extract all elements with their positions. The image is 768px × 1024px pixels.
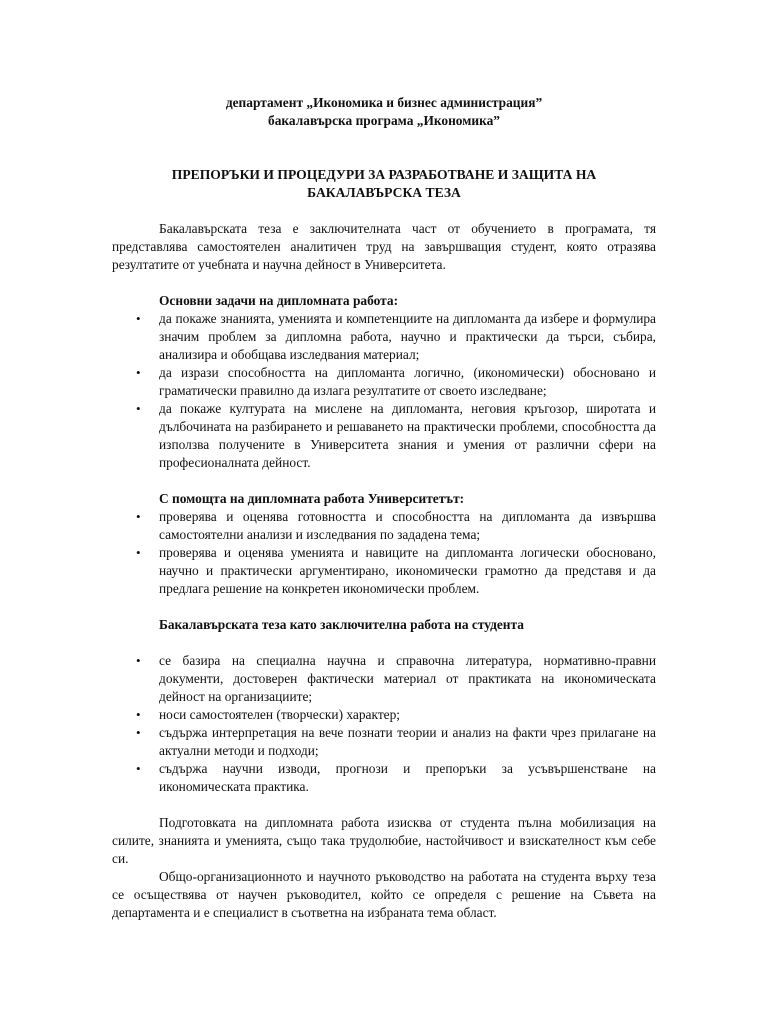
section-heading-tasks: Основни задачи на дипломната работа: — [159, 293, 399, 308]
document-title — [112, 166, 656, 202]
bullet-icon: • — [136, 401, 141, 416]
closing-paragraph-1: Подготовката на дипломната работа изисква от студента пълна мобилизация на силите, знанията и уменията, също така трудолюбие, настойчивост и взискателност към себе си. — [112, 815, 656, 866]
bullet-icon: • — [136, 707, 141, 722]
list-item: • проверява и оценява уменията и навиците на дипломанта логически обосновано, научно и практически аргументирано, икономически грамотно да представя и да предлага решение на конкретен икономически проблем. — [136, 545, 656, 596]
title-line-1: ПРЕПОРЪКИ И ПРОЦЕДУРИ ЗА РАЗРАБОТВАНЕ И ЗАЩИТА НА — [171, 167, 597, 182]
list-item: • се базира на специална научна и справочна литература, нормативно-правни документи, достоверен фактически материал от практиката на икономическата дейност на организациите; — [136, 653, 656, 704]
list-item: • да покаже културата на мислене на дипломанта, неговия кръгозор, широтата и дълбочината на разбирането и решаването на практически проблеми, способността да използва получените в Университета знания и умения от различни сфери на професионалната дейност. — [136, 401, 656, 470]
bullet-icon: • — [136, 509, 141, 524]
list-item: • да покаже знанията, уменията и компетенциите на дипломанта да избере и формулира значим проблем за дипломна работа, научно и практически да търси, събира, анализира и обобщава изследвания материал; — [136, 311, 656, 362]
list-item: • съдържа научни изводи, прогнози и препоръки за усъвършенстване на икономическата практика. — [136, 761, 656, 794]
intro-paragraph: Бакалавърската теза е заключителната част от обучението в програмата, тя представлява самостоятелен аналитичен труд на завършващия студент, която отразява резултатите от учебната и научна дейност в Университета. — [112, 221, 656, 272]
bullet-icon: • — [136, 653, 141, 668]
bullet-icon: • — [136, 545, 141, 560]
tasks-list — [112, 310, 656, 472]
closing-paragraph-2: Общо-организационното и научното ръководство на работата на студента върху теза се осъществява от научен ръководител, който се определя с решение на Съвета на департамента и е специалист в съответна на избраната тема област. — [112, 869, 656, 920]
document-page — [112, 94, 656, 922]
list-item: • носи самостоятелен (творчески) характер; — [136, 707, 401, 722]
department-line: департамент „Икономика и бизнес администрация” — [225, 95, 543, 110]
program-line: бакалавърска програма „Икономика” — [268, 113, 500, 128]
university-list — [112, 508, 656, 598]
thesis-list — [112, 652, 656, 796]
title-line-2: БАКАЛАВЪРСКА ТЕЗА — [307, 185, 461, 200]
bullet-icon: • — [136, 761, 141, 776]
bullet-icon: • — [136, 365, 141, 380]
section-heading-thesis: Бакалавърската теза като заключителна работа на студента — [159, 617, 524, 632]
section-heading-university: С помощта на дипломната работа Университетът: — [159, 491, 465, 506]
bullet-icon: • — [136, 725, 141, 740]
list-item: • да изрази способността на дипломанта логично, (икономически) обосновано и граматически правилно да излага резултатите от своето изследване; — [136, 365, 656, 398]
bullet-icon: • — [136, 311, 141, 326]
list-item: • съдържа интерпретация на вече познати теории и анализ на факти чрез прилагане на актуални методи и подходи; — [136, 725, 656, 758]
list-item: • проверява и оценява готовността и способността на дипломанта да извършва самостоятелни анализи и изследвания по зададена тема; — [136, 509, 656, 542]
